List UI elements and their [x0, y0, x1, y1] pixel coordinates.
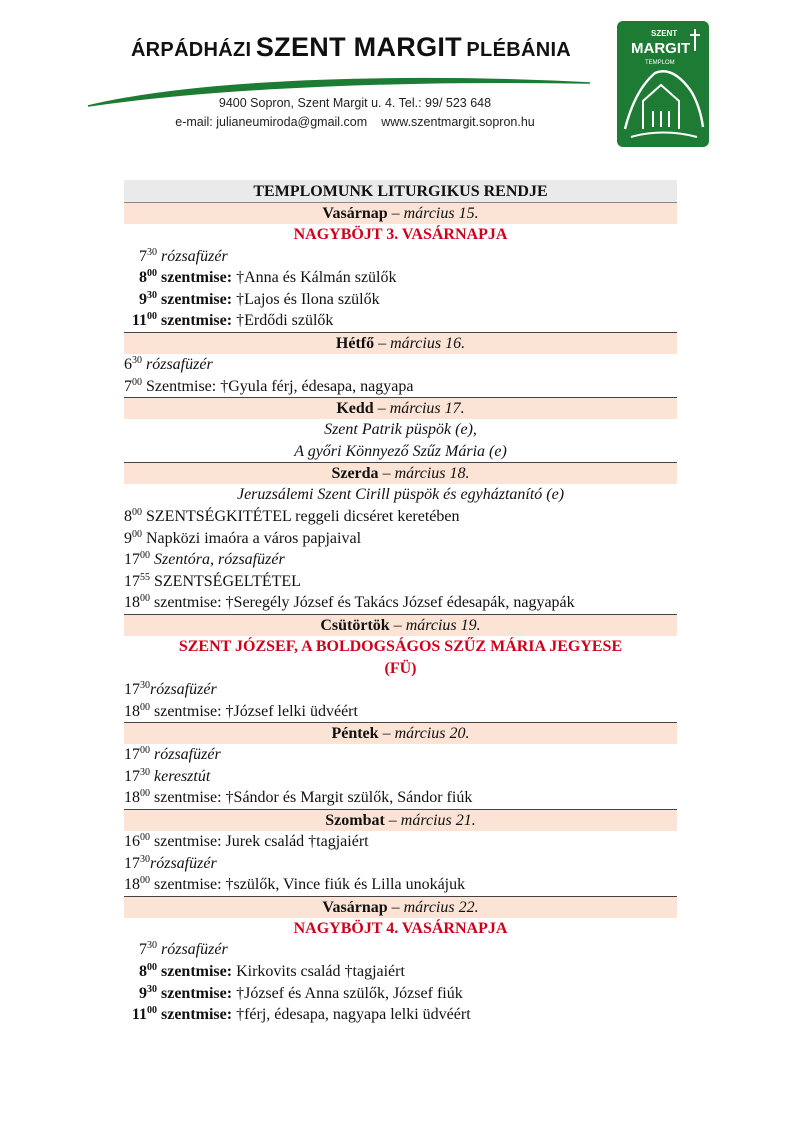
schedule-entry: $17^{30}$ keresztút [124, 766, 211, 785]
contact-line [120, 115, 590, 129]
schedule-entry: $8^{00}$ SZENTSÉGKITÉTEL reggeli dicséret keretében [124, 506, 460, 525]
day-date: – március 16. [374, 334, 466, 352]
schedule-entry: $18^{00}$ szentmise: †szülők, Vince fiúk és Lilla unokájuk [124, 875, 466, 894]
feast-title: SZENT JÓZSEF, A BOLDOGSÁGOS SZŰZ MÁRIA JEGYESE [178, 637, 623, 655]
day-date: – március 20. [378, 725, 470, 743]
day-name: Vasárnap [322, 898, 388, 916]
saint-feast: Szent Patrik püspök (e), [324, 421, 477, 439]
title-main: SZENT MARGIT [255, 32, 462, 62]
schedule-entry: $11^{00}$ szentmise: †férj, édesapa, nagyapa lelki üdvéért [131, 1005, 471, 1024]
day-date: – március 21. [384, 812, 476, 830]
day-header-thursday [124, 614, 677, 636]
schedule-title: TEMPLOMUNK LITURGIKUS RENDJE [124, 180, 677, 203]
schedule-entry: $18^{00}$ szentmise: †József lelki üdvéért [124, 701, 358, 720]
day-header-sunday-22 [124, 896, 677, 918]
schedule-entry: $17^{00}$ rózsafüzér [124, 745, 221, 764]
saint-feast: A győri Könnyező Szűz Mária (e) [294, 442, 507, 460]
feast-title: NAGYBÖJT 4. VASÁRNAPJA [293, 919, 508, 937]
schedule-entry: $17^{00}$ Szentóra, rózsafüzér [124, 550, 285, 569]
liturgical-schedule [124, 180, 677, 1026]
day-name: Szombat [325, 812, 385, 830]
schedule-entry: $18^{00}$ szentmise: †Sándor és Margit szülők, Sándor fiúk [124, 788, 473, 807]
church-logo [617, 21, 709, 147]
day-header-saturday [124, 809, 677, 831]
day-header-monday [124, 332, 677, 354]
schedule-entry: $18^{00}$ szentmise: †Seregély József és Takács József édesapák, nagyapák [124, 593, 575, 612]
saint-feast: Jeruzsálemi Szent Cirill püspök és egyháztanító (e) [236, 486, 565, 504]
day-name: Hétfő [335, 334, 375, 352]
title-prefix: ÁRPÁDHÁZI [130, 39, 252, 61]
schedule-entry: $11^{00}$ szentmise: †Erdődi szülők [131, 311, 334, 330]
logo-line1: SZENT [651, 29, 678, 38]
schedule-entry: $7^{00}$ Szentmise: †Gyula férj, édesapa, nagyapa [124, 376, 414, 395]
schedule-entry: $17^{30}rózsafüzér$ [124, 680, 217, 699]
feast-rank: (FÜ) [384, 659, 417, 677]
parish-title [108, 32, 594, 63]
day-name: Szerda [331, 465, 379, 483]
email-text: e-mail: julianeumiroda@gmail.com [175, 115, 368, 129]
day-date: – március 15. [387, 205, 479, 222]
day-header-friday [124, 722, 677, 744]
schedule-entry: $8^{00}$ szentmise: †Anna és Kálmán szülők [139, 268, 397, 287]
day-date: – március 17. [373, 400, 465, 418]
schedule-entry: $17^{55}$ SZENTSÉGELTÉTEL [124, 571, 301, 590]
schedule-entry: $7^{30}$ rózsafüzér [139, 940, 228, 959]
day-name: Péntek [331, 725, 379, 743]
schedule-entry: $7^{30}$ rózsafüzér [139, 246, 228, 265]
day-name: Vasárnap [322, 205, 388, 222]
schedule-entry: $8^{00}$ szentmise: Kirkovits család †tagjaiért [139, 962, 405, 981]
schedule-entry: $9^{30}$ szentmise: †József és Anna szülők, József fiúk [139, 983, 463, 1002]
title-suffix: PLÉBÁNIA [466, 39, 572, 61]
schedule-entry: $17^{30}rózsafüzér$ [124, 853, 217, 872]
schedule-entry: $6^{30}$ rózsafüzér [124, 354, 213, 373]
schedule-entry: $9^{30}$ szentmise: †Lajos és Ilona szülők [139, 289, 380, 308]
day-header-tuesday [124, 397, 677, 419]
day-name: Kedd [336, 400, 374, 418]
logo-line2: MARGIT [631, 40, 691, 57]
day-header-wednesday [124, 462, 677, 484]
day-date: – március 22. [387, 898, 479, 916]
feast-title: NAGYBÖJT 3. VASÁRNAPJA [293, 226, 508, 243]
day-header-sunday-15 [124, 203, 677, 224]
schedule-entry: $16^{00}$ szentmise: Jurek család †tagjaiért [124, 832, 369, 851]
logo-line3: TEMPLOM [645, 60, 675, 66]
website-text: www.szentmargit.sopron.hu [381, 115, 535, 129]
day-date: – március 18. [378, 465, 470, 483]
schedule-entry: $9^{00}$ Napközi imaóra a város papjaival [124, 528, 362, 547]
day-date: – március 19. [389, 616, 481, 634]
address-line: 9400 Sopron, Szent Margit u. 4. Tel.: 99/ 523 648 [218, 96, 492, 110]
day-name: Csütörtök [320, 616, 390, 634]
